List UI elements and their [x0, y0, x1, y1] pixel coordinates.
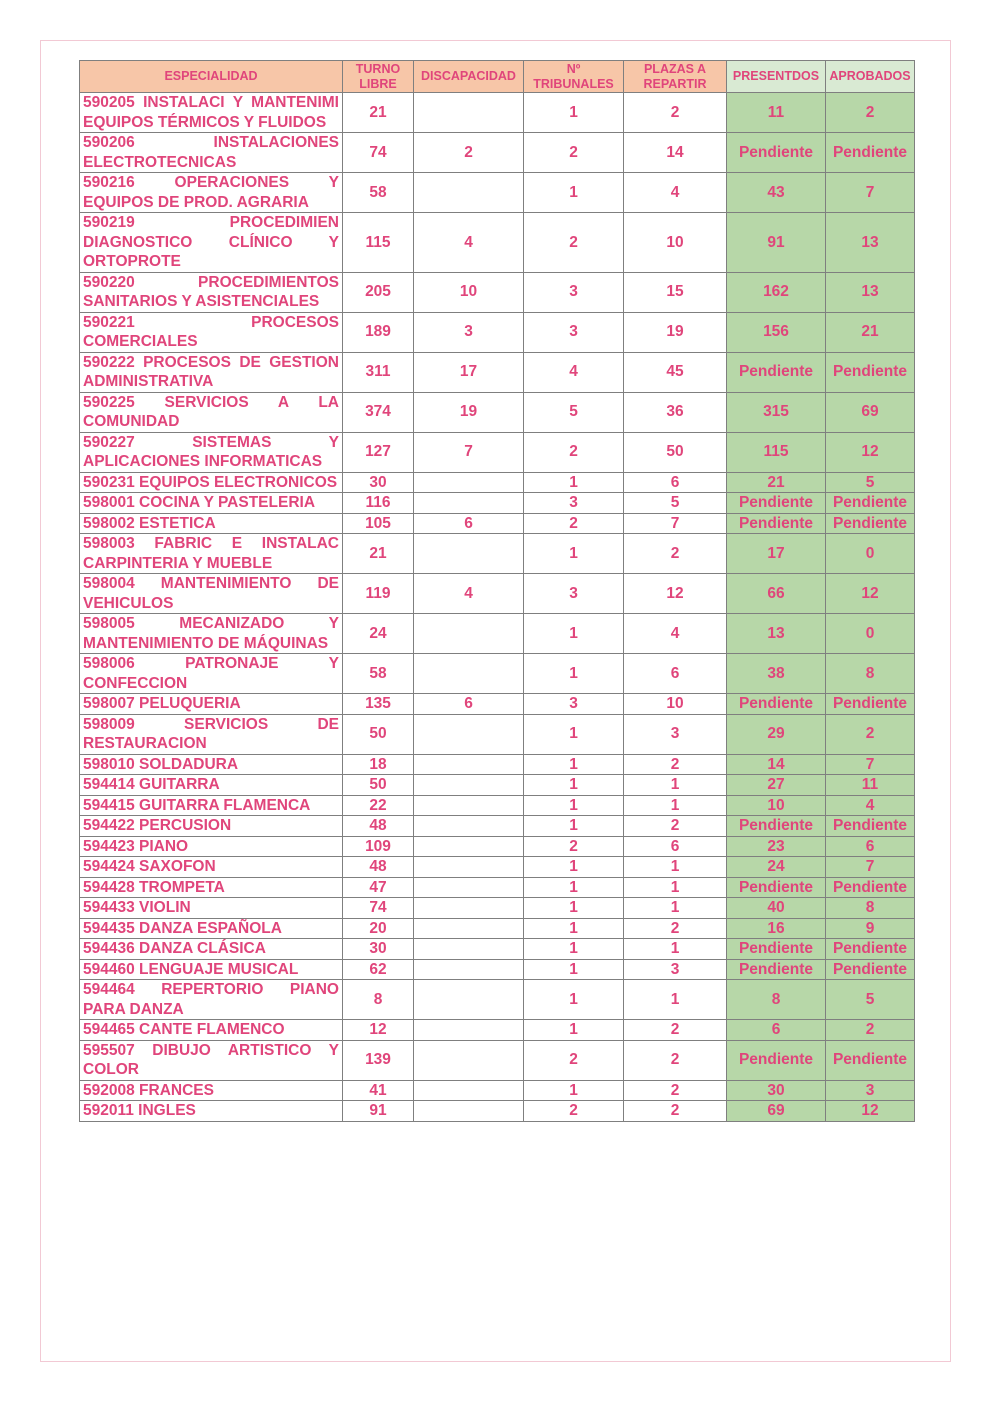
presentados-cell: 14: [727, 754, 826, 775]
aprobados-cell: 4: [826, 795, 915, 816]
table-row: [80, 133, 915, 173]
aprobados-cell: Pendiente: [826, 493, 915, 514]
presentados-cell: 29: [727, 714, 826, 754]
discapacidad-cell: [414, 534, 524, 574]
header-row: [80, 61, 915, 93]
turno-libre-cell: 205: [343, 272, 414, 312]
aprobados-cell: 5: [826, 472, 915, 493]
aprobados-cell: Pendiente: [826, 877, 915, 898]
turno-libre-cell: 20: [343, 918, 414, 939]
presentados-cell: 24: [727, 857, 826, 878]
table-row: [80, 980, 915, 1020]
table-row: [80, 816, 915, 837]
tribunales-cell: 1: [524, 654, 624, 694]
aprobados-cell: 12: [826, 432, 915, 472]
spec-cell: 594415 GUITARRA FLAMENCA: [80, 795, 343, 816]
spec-cell: 594465 CANTE FLAMENCO: [80, 1020, 343, 1041]
plazas-cell: 10: [624, 213, 727, 273]
table-row: [80, 694, 915, 715]
aprobados-cell: 9: [826, 918, 915, 939]
turno-libre-cell: 189: [343, 312, 414, 352]
plazas-cell: 1: [624, 877, 727, 898]
spec-cell: 590222 PROCESOS DE GESTION ADMINISTRATIVA: [80, 352, 343, 392]
presentados-cell: Pendiente: [727, 493, 826, 514]
discapacidad-cell: [414, 654, 524, 694]
turno-libre-cell: 8: [343, 980, 414, 1020]
aprobados-cell: 0: [826, 614, 915, 654]
table-row: [80, 714, 915, 754]
discapacidad-cell: [414, 836, 524, 857]
turno-libre-cell: 311: [343, 352, 414, 392]
plazas-cell: 4: [624, 614, 727, 654]
plazas-cell: 3: [624, 714, 727, 754]
presentados-cell: 27: [727, 775, 826, 796]
turno-libre-cell: 109: [343, 836, 414, 857]
presentados-cell: 16: [727, 918, 826, 939]
turno-libre-cell: 21: [343, 93, 414, 133]
spec-cell: 594464 REPERTORIO PIANO PARA DANZA: [80, 980, 343, 1020]
plazas-cell: 2: [624, 1040, 727, 1080]
spec-cell: 594436 DANZA CLÁSICA: [80, 939, 343, 960]
discapacidad-cell: 19: [414, 392, 524, 432]
aprobados-cell: 11: [826, 775, 915, 796]
header-tribunales: Nº TRIBUNALES: [524, 61, 624, 93]
discapacidad-cell: 17: [414, 352, 524, 392]
presentados-cell: 23: [727, 836, 826, 857]
aprobados-cell: 6: [826, 836, 915, 857]
tribunales-cell: 1: [524, 472, 624, 493]
presentados-cell: Pendiente: [727, 816, 826, 837]
plazas-cell: 4: [624, 173, 727, 213]
table-row: [80, 775, 915, 796]
plazas-cell: 10: [624, 694, 727, 715]
table-row: [80, 432, 915, 472]
tribunales-cell: 1: [524, 857, 624, 878]
presentados-cell: 115: [727, 432, 826, 472]
header-especialidad: ESPECIALIDAD: [80, 61, 343, 93]
tribunales-cell: 2: [524, 213, 624, 273]
discapacidad-cell: [414, 1080, 524, 1101]
discapacidad-cell: [414, 877, 524, 898]
turno-libre-cell: 127: [343, 432, 414, 472]
discapacidad-cell: [414, 775, 524, 796]
tribunales-cell: 1: [524, 918, 624, 939]
turno-libre-cell: 74: [343, 898, 414, 919]
aprobados-cell: Pendiente: [826, 694, 915, 715]
table-row: [80, 654, 915, 694]
tribunales-cell: 1: [524, 614, 624, 654]
aprobados-cell: Pendiente: [826, 939, 915, 960]
turno-libre-cell: 105: [343, 513, 414, 534]
presentados-cell: 315: [727, 392, 826, 432]
aprobados-cell: 2: [826, 93, 915, 133]
table-row: [80, 513, 915, 534]
tribunales-cell: 1: [524, 754, 624, 775]
presentados-cell: Pendiente: [727, 133, 826, 173]
spec-cell: 590206 INSTALACIONES ELECTROTECNICAS: [80, 133, 343, 173]
spec-cell: 594433 VIOLIN: [80, 898, 343, 919]
spec-cell: 598007 PELUQUERIA: [80, 694, 343, 715]
discapacidad-cell: 6: [414, 694, 524, 715]
spec-cell: 598005 MECANIZADO Y MANTENIMIENTO DE MÁQUINAS: [80, 614, 343, 654]
spec-cell: 594435 DANZA ESPAÑOLA: [80, 918, 343, 939]
aprobados-cell: 12: [826, 574, 915, 614]
turno-libre-cell: 50: [343, 714, 414, 754]
aprobados-cell: 12: [826, 1101, 915, 1122]
presentados-cell: 17: [727, 534, 826, 574]
table-row: [80, 272, 915, 312]
discapacidad-cell: [414, 714, 524, 754]
discapacidad-cell: [414, 857, 524, 878]
discapacidad-cell: [414, 173, 524, 213]
table-row: [80, 754, 915, 775]
spec-cell: 594414 GUITARRA: [80, 775, 343, 796]
tribunales-cell: 2: [524, 836, 624, 857]
spec-cell: 590227 SISTEMAS Y APLICACIONES INFORMATICAS: [80, 432, 343, 472]
aprobados-cell: Pendiente: [826, 816, 915, 837]
table-row: [80, 857, 915, 878]
turno-libre-cell: 30: [343, 939, 414, 960]
discapacidad-cell: 10: [414, 272, 524, 312]
table-row: [80, 939, 915, 960]
header-aprobados: APROBADOS: [826, 61, 915, 93]
discapacidad-cell: [414, 795, 524, 816]
table-row: [80, 1080, 915, 1101]
table-body: [80, 93, 915, 1122]
table-row: [80, 795, 915, 816]
aprobados-cell: 2: [826, 714, 915, 754]
discapacidad-cell: [414, 472, 524, 493]
turno-libre-cell: 47: [343, 877, 414, 898]
turno-libre-cell: 116: [343, 493, 414, 514]
plazas-cell: 1: [624, 939, 727, 960]
presentados-cell: 91: [727, 213, 826, 273]
presentados-cell: Pendiente: [727, 352, 826, 392]
table-row: [80, 173, 915, 213]
spec-cell: 590220 PROCEDIMIENTOS SANITARIOS Y ASISTENCIALES: [80, 272, 343, 312]
turno-libre-cell: 48: [343, 857, 414, 878]
discapacidad-cell: [414, 493, 524, 514]
turno-libre-cell: 30: [343, 472, 414, 493]
spec-cell: 598002 ESTETICA: [80, 513, 343, 534]
spec-cell: 590221 PROCESOS COMERCIALES: [80, 312, 343, 352]
spec-cell: 598004 MANTENIMIENTO DE VEHICULOS: [80, 574, 343, 614]
turno-libre-cell: 135: [343, 694, 414, 715]
turno-libre-cell: 48: [343, 816, 414, 837]
plazas-cell: 2: [624, 534, 727, 574]
turno-libre-cell: 62: [343, 959, 414, 980]
turno-libre-cell: 18: [343, 754, 414, 775]
aprobados-cell: Pendiente: [826, 959, 915, 980]
plazas-cell: 1: [624, 795, 727, 816]
aprobados-cell: 69: [826, 392, 915, 432]
discapacidad-cell: [414, 980, 524, 1020]
spec-cell: 598001 COCINA Y PASTELERIA: [80, 493, 343, 514]
spec-cell: 592008 FRANCES: [80, 1080, 343, 1101]
tribunales-cell: 1: [524, 93, 624, 133]
table-row: [80, 93, 915, 133]
plazas-cell: 3: [624, 959, 727, 980]
discapacidad-cell: [414, 959, 524, 980]
tribunales-cell: 1: [524, 898, 624, 919]
tribunales-cell: 2: [524, 1101, 624, 1122]
presentados-cell: 8: [727, 980, 826, 1020]
tribunales-cell: 5: [524, 392, 624, 432]
presentados-cell: 6: [727, 1020, 826, 1041]
plazas-cell: 2: [624, 816, 727, 837]
turno-libre-cell: 50: [343, 775, 414, 796]
presentados-cell: Pendiente: [727, 959, 826, 980]
discapacidad-cell: [414, 816, 524, 837]
plazas-cell: 6: [624, 836, 727, 857]
discapacidad-cell: [414, 918, 524, 939]
aprobados-cell: 7: [826, 857, 915, 878]
spec-cell: 590205 INSTALACI Y MANTENIMI EQUIPOS TÉRMICOS Y FLUIDOS: [80, 93, 343, 133]
discapacidad-cell: [414, 1101, 524, 1122]
discapacidad-cell: 4: [414, 213, 524, 273]
aprobados-cell: 8: [826, 654, 915, 694]
plazas-cell: 6: [624, 654, 727, 694]
presentados-cell: 30: [727, 1080, 826, 1101]
tribunales-cell: 3: [524, 493, 624, 514]
tribunales-cell: 2: [524, 133, 624, 173]
tribunales-cell: 3: [524, 574, 624, 614]
discapacidad-cell: 2: [414, 133, 524, 173]
aprobados-cell: 7: [826, 754, 915, 775]
plazas-cell: 1: [624, 775, 727, 796]
aprobados-cell: Pendiente: [826, 1040, 915, 1080]
header-plazas: PLAZAS A REPARTIR: [624, 61, 727, 93]
spec-cell: 594422 PERCUSION: [80, 816, 343, 837]
table-row: [80, 352, 915, 392]
presentados-cell: Pendiente: [727, 1040, 826, 1080]
turno-libre-cell: 12: [343, 1020, 414, 1041]
table-row: [80, 959, 915, 980]
tribunales-cell: 1: [524, 1020, 624, 1041]
plazas-cell: 7: [624, 513, 727, 534]
aprobados-cell: 5: [826, 980, 915, 1020]
spec-cell: 594424 SAXOFON: [80, 857, 343, 878]
tribunales-cell: 1: [524, 980, 624, 1020]
aprobados-cell: 7: [826, 173, 915, 213]
presentados-cell: 43: [727, 173, 826, 213]
plazas-cell: 36: [624, 392, 727, 432]
spec-cell: 598006 PATRONAJE Y CONFECCION: [80, 654, 343, 694]
tribunales-cell: 1: [524, 1080, 624, 1101]
discapacidad-cell: 3: [414, 312, 524, 352]
plazas-cell: 19: [624, 312, 727, 352]
tribunales-cell: 1: [524, 714, 624, 754]
presentados-cell: Pendiente: [727, 877, 826, 898]
turno-libre-cell: 74: [343, 133, 414, 173]
tribunales-cell: 1: [524, 795, 624, 816]
plazas-cell: 2: [624, 1101, 727, 1122]
discapacidad-cell: 4: [414, 574, 524, 614]
spec-cell: 590231 EQUIPOS ELECTRONICOS: [80, 472, 343, 493]
tribunales-cell: 2: [524, 513, 624, 534]
presentados-cell: Pendiente: [727, 939, 826, 960]
aprobados-cell: Pendiente: [826, 133, 915, 173]
plazas-cell: 1: [624, 898, 727, 919]
plazas-cell: 15: [624, 272, 727, 312]
spec-cell: 594423 PIANO: [80, 836, 343, 857]
plazas-cell: 1: [624, 980, 727, 1020]
plazas-cell: 5: [624, 493, 727, 514]
discapacidad-cell: [414, 1040, 524, 1080]
plazas-cell: 50: [624, 432, 727, 472]
presentados-cell: 156: [727, 312, 826, 352]
spec-cell: 594460 LENGUAJE MUSICAL: [80, 959, 343, 980]
plazas-cell: 1: [624, 857, 727, 878]
table-row: [80, 877, 915, 898]
discapacidad-cell: [414, 898, 524, 919]
aprobados-cell: 13: [826, 272, 915, 312]
plazas-cell: 6: [624, 472, 727, 493]
table-row: [80, 1101, 915, 1122]
header-presentados: PRESENTDOS: [727, 61, 826, 93]
presentados-cell: 11: [727, 93, 826, 133]
table-row: [80, 898, 915, 919]
table-row: [80, 493, 915, 514]
spec-cell: 590216 OPERACIONES Y EQUIPOS DE PROD. AGRARIA: [80, 173, 343, 213]
tribunales-cell: 3: [524, 694, 624, 715]
plazas-cell: 2: [624, 1020, 727, 1041]
table-row: [80, 312, 915, 352]
header-discapacidad: DISCAPACIDAD: [414, 61, 524, 93]
results-table: [79, 60, 915, 1122]
tribunales-cell: 1: [524, 775, 624, 796]
discapacidad-cell: 6: [414, 513, 524, 534]
plazas-cell: 2: [624, 754, 727, 775]
aprobados-cell: 8: [826, 898, 915, 919]
aprobados-cell: Pendiente: [826, 513, 915, 534]
presentados-cell: 40: [727, 898, 826, 919]
spec-cell: 590225 SERVICIOS A LA COMUNIDAD: [80, 392, 343, 432]
plazas-cell: 12: [624, 574, 727, 614]
tribunales-cell: 1: [524, 877, 624, 898]
table-row: [80, 472, 915, 493]
plazas-cell: 2: [624, 93, 727, 133]
turno-libre-cell: 119: [343, 574, 414, 614]
tribunales-cell: 1: [524, 939, 624, 960]
tribunales-cell: 1: [524, 173, 624, 213]
aprobados-cell: Pendiente: [826, 352, 915, 392]
presentados-cell: 13: [727, 614, 826, 654]
spec-cell: 595507 DIBUJO ARTISTICO Y COLOR: [80, 1040, 343, 1080]
plazas-cell: 2: [624, 1080, 727, 1101]
tribunales-cell: 1: [524, 816, 624, 837]
discapacidad-cell: [414, 93, 524, 133]
aprobados-cell: 13: [826, 213, 915, 273]
tribunales-cell: 3: [524, 312, 624, 352]
turno-libre-cell: 58: [343, 173, 414, 213]
discapacidad-cell: [414, 939, 524, 960]
discapacidad-cell: [414, 754, 524, 775]
tribunales-cell: 2: [524, 1040, 624, 1080]
discapacidad-cell: [414, 614, 524, 654]
plazas-cell: 2: [624, 918, 727, 939]
aprobados-cell: 21: [826, 312, 915, 352]
spec-cell: 590219 PROCEDIMIEN DIAGNOSTICO CLÍNICO Y ORTOPROTE: [80, 213, 343, 273]
presentados-cell: 10: [727, 795, 826, 816]
tribunales-cell: 3: [524, 272, 624, 312]
table-row: [80, 534, 915, 574]
presentados-cell: 21: [727, 472, 826, 493]
aprobados-cell: 0: [826, 534, 915, 574]
turno-libre-cell: 22: [343, 795, 414, 816]
spec-cell: 598010 SOLDADURA: [80, 754, 343, 775]
turno-libre-cell: 41: [343, 1080, 414, 1101]
table-row: [80, 918, 915, 939]
tribunales-cell: 1: [524, 959, 624, 980]
spec-cell: 598003 FABRIC E INSTALAC CARPINTERIA Y MUEBLE: [80, 534, 343, 574]
table-row: [80, 392, 915, 432]
spec-cell: 594428 TROMPETA: [80, 877, 343, 898]
discapacidad-cell: [414, 1020, 524, 1041]
table-row: [80, 213, 915, 273]
table-row: [80, 614, 915, 654]
presentados-cell: 69: [727, 1101, 826, 1122]
tribunales-cell: 2: [524, 432, 624, 472]
presentados-cell: 162: [727, 272, 826, 312]
table-row: [80, 836, 915, 857]
turno-libre-cell: 115: [343, 213, 414, 273]
turno-libre-cell: 21: [343, 534, 414, 574]
plazas-cell: 14: [624, 133, 727, 173]
presentados-cell: Pendiente: [727, 694, 826, 715]
tribunales-cell: 4: [524, 352, 624, 392]
table-row: [80, 574, 915, 614]
turno-libre-cell: 24: [343, 614, 414, 654]
tribunales-cell: 1: [524, 534, 624, 574]
header-turno-libre: TURNO LIBRE: [343, 61, 414, 93]
table-row: [80, 1040, 915, 1080]
aprobados-cell: 2: [826, 1020, 915, 1041]
presentados-cell: 38: [727, 654, 826, 694]
presentados-cell: 66: [727, 574, 826, 614]
aprobados-cell: 3: [826, 1080, 915, 1101]
spec-cell: 598009 SERVICIOS DE RESTAURACION: [80, 714, 343, 754]
turno-libre-cell: 58: [343, 654, 414, 694]
plazas-cell: 45: [624, 352, 727, 392]
turno-libre-cell: 374: [343, 392, 414, 432]
discapacidad-cell: 7: [414, 432, 524, 472]
turno-libre-cell: 139: [343, 1040, 414, 1080]
spec-cell: 592011 INGLES: [80, 1101, 343, 1122]
presentados-cell: Pendiente: [727, 513, 826, 534]
table-row: [80, 1020, 915, 1041]
turno-libre-cell: 91: [343, 1101, 414, 1122]
